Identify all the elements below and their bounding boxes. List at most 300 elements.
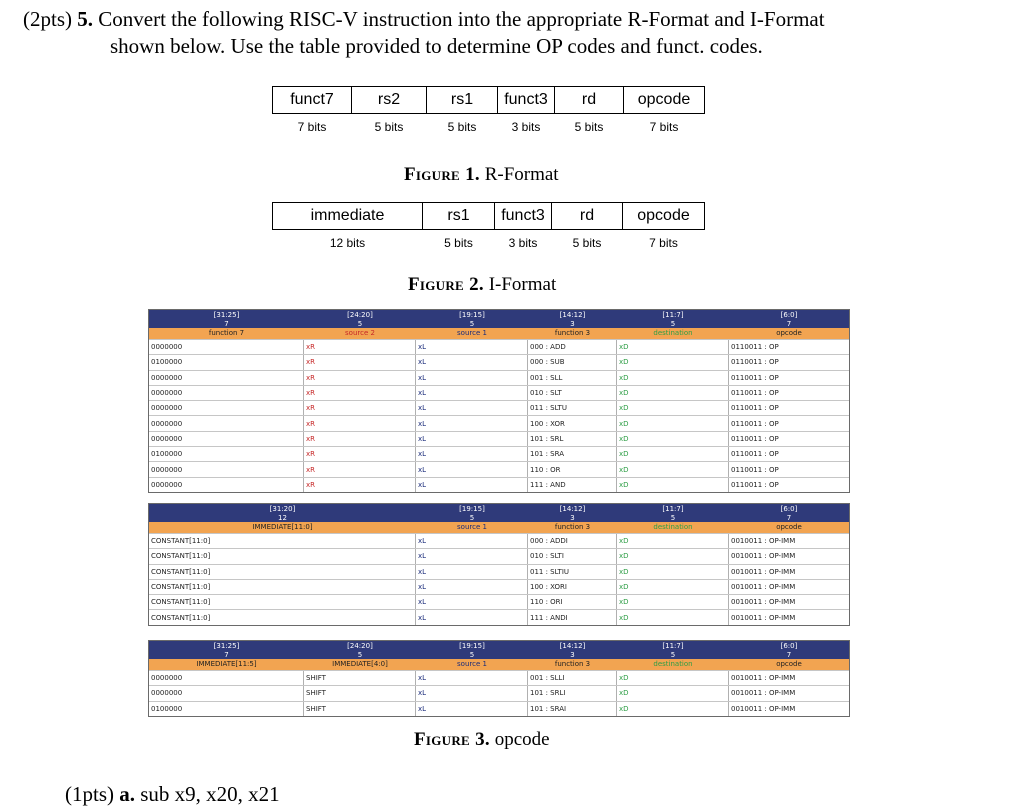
column-divider (527, 565, 528, 579)
column-divider (616, 340, 617, 354)
table-row (149, 685, 849, 700)
i-field-bits: 5 bits (444, 236, 473, 250)
r-field-bits: 7 bits (649, 120, 679, 134)
header-bit-count: 7 (224, 319, 229, 328)
header-bit-count: 7 (786, 319, 792, 328)
table-cell: SHIFT (306, 674, 326, 683)
figure-3-title: opcode (494, 729, 550, 750)
table-cell: xD (619, 598, 629, 607)
column-divider (728, 462, 729, 476)
header-range-bits (304, 642, 416, 659)
table-cell: xD (619, 480, 629, 489)
header-bit-range: [19:15] (459, 311, 485, 319)
field-label: source 2 (345, 329, 375, 337)
table-cell: 0110011 : OP (731, 419, 779, 428)
table-cell: 0000000 (151, 419, 183, 428)
field-label: source 1 (457, 329, 487, 337)
header-bit-count: 7 (786, 650, 792, 659)
r-type-opcode-table (148, 309, 850, 493)
table-cell: 0000000 (151, 343, 183, 352)
header-bit-count: 5 (469, 319, 475, 328)
table-cell: xL (418, 404, 427, 413)
column-divider (527, 580, 528, 594)
r-format-diagram (272, 86, 705, 134)
question-text-2: shown below. Use the table provided to determine OP codes and funct. codes. (110, 34, 763, 58)
field-label: function 3 (554, 523, 591, 531)
r-field-bits: 5 bits (374, 120, 404, 134)
column-divider (415, 340, 416, 354)
table-cell: 0110011 : OP (731, 480, 779, 489)
column-divider (527, 478, 528, 492)
table-cell: 0110011 : OP (731, 450, 779, 459)
i-field-opcode (623, 202, 705, 250)
table-row (149, 385, 849, 400)
r-field-bits: 3 bits (511, 120, 541, 134)
table-cell: 0100000 (151, 450, 183, 459)
figure-1-caption (404, 164, 559, 186)
table-row (149, 370, 849, 385)
table-cell: xD (619, 373, 629, 382)
header-range-bits (149, 642, 304, 659)
question-points: (2pts) (23, 7, 72, 31)
header-bit-range: [11:7] (662, 642, 684, 650)
column-divider (616, 686, 617, 700)
i-field-name: immediate (310, 207, 385, 224)
table-cell: CONSTANT[11:0] (151, 598, 211, 607)
column-divider (527, 462, 528, 476)
r-field-name: rs2 (377, 91, 401, 108)
table-row (149, 548, 849, 563)
column-divider (728, 432, 729, 446)
r-field-bits: 7 bits (297, 120, 327, 134)
header-bit-range: [11:7] (662, 311, 684, 319)
r-field-name: rd (581, 91, 597, 108)
table-cell: xL (418, 343, 427, 352)
r-field-rd (555, 86, 624, 134)
header-bit-count: 5 (670, 319, 676, 328)
column-divider (728, 416, 729, 430)
field-label: source 1 (457, 660, 487, 668)
column-divider (616, 355, 617, 369)
table-cell: xD (619, 419, 629, 428)
table-cell: xD (619, 358, 629, 367)
r-field-bits: 5 bits (447, 120, 477, 134)
column-divider (728, 478, 729, 492)
i-format-diagram (272, 202, 705, 250)
column-divider (527, 401, 528, 415)
table-cell: xR (306, 465, 316, 474)
table-cell: xL (418, 598, 427, 607)
table-cell: 0100000 (151, 358, 183, 367)
header-bit-count: 5 (469, 650, 475, 659)
column-divider (415, 595, 416, 609)
table-cell: xL (418, 689, 427, 698)
field-label: opcode (776, 523, 802, 531)
header-bit-range: [6:0] (780, 642, 798, 650)
figure-1-title: R-Format (484, 164, 559, 185)
column-divider (303, 462, 304, 476)
table-row (149, 579, 849, 594)
table-cell: xL (418, 358, 427, 367)
table-cell: 010 : SLTI (530, 552, 564, 561)
table-cell: xR (306, 419, 316, 428)
r-field-name: funct3 (504, 91, 548, 108)
column-divider (728, 340, 729, 354)
table-cell: xR (306, 450, 316, 459)
table-cell: 011 : SLTU (530, 404, 567, 413)
column-divider (415, 462, 416, 476)
table-cell: xD (619, 389, 629, 398)
header-bit-range: [19:15] (459, 505, 485, 513)
column-divider (616, 462, 617, 476)
table-cell: 0000000 (151, 373, 183, 382)
column-divider (415, 432, 416, 446)
table-cell: 100 : XOR (530, 419, 565, 428)
table-cell: 0110011 : OP (731, 389, 779, 398)
column-divider (303, 401, 304, 415)
i-field-bits: 12 bits (329, 236, 366, 250)
column-divider (415, 416, 416, 430)
table-cell: 0000000 (151, 674, 183, 683)
i-field-name: rs1 (447, 207, 470, 224)
table-cell: xL (418, 704, 427, 713)
column-divider (616, 478, 617, 492)
table-row (149, 564, 849, 579)
table-cell: xD (619, 450, 629, 459)
header-bit-count: 12 (278, 513, 287, 522)
i-field-funct3 (495, 202, 552, 250)
table-cell: xD (619, 583, 629, 592)
header-bit-range: [14:12] (559, 505, 586, 513)
table-row (149, 461, 849, 476)
header-range-bits (528, 311, 617, 328)
field-label: opcode (776, 660, 802, 668)
part-a-instruction: sub x9, x20, x21 (140, 782, 280, 806)
table-row (149, 339, 849, 354)
i-field-immediate (272, 202, 423, 250)
column-divider (303, 432, 304, 446)
header-bit-range: [31:25] (213, 311, 240, 319)
table-cell: 0010011 : OP-IMM (731, 552, 796, 561)
table-cell: 0100000 (151, 704, 183, 713)
table-cell: xL (418, 613, 427, 622)
table-row (149, 415, 849, 430)
table-cell: 000 : SUB (530, 358, 565, 367)
column-divider (415, 610, 416, 624)
column-divider (728, 565, 729, 579)
table-cell: CONSTANT[11:0] (151, 613, 211, 622)
i-field-name: rd (579, 207, 595, 224)
table-cell: 0110011 : OP (731, 404, 779, 413)
header-bit-count: 5 (670, 513, 676, 522)
column-divider (415, 478, 416, 492)
header-bit-count: 3 (570, 513, 575, 522)
header-bit-count: 5 (357, 650, 363, 659)
table-cell: xL (418, 674, 427, 683)
table-cell: 0010011 : OP-IMM (731, 689, 796, 698)
column-divider (415, 671, 416, 685)
column-divider (527, 549, 528, 563)
table-cell: 0110011 : OP (731, 343, 779, 352)
r-field-name: rs1 (450, 91, 474, 108)
table-header (149, 504, 849, 522)
table-cell: 111 : AND (530, 480, 566, 489)
table-row (149, 431, 849, 446)
table-cell: xL (418, 567, 427, 576)
header-range-bits (729, 642, 849, 659)
table-cell: 101 : SRLI (530, 689, 566, 698)
column-divider (303, 355, 304, 369)
i-field-bits: 5 bits (572, 236, 602, 250)
question-line1 (23, 6, 825, 33)
part-a-points: (1pts) (65, 782, 114, 806)
column-divider (303, 416, 304, 430)
table-row (149, 533, 849, 548)
table-cell: 0010011 : OP-IMM (731, 704, 796, 713)
table-cell: 0110011 : OP (731, 465, 779, 474)
r-field-rs2 (352, 86, 427, 134)
header-bit-range: [14:12] (559, 642, 586, 650)
column-divider (728, 371, 729, 385)
figure-1-label: Figure 1. (404, 164, 480, 185)
column-divider (415, 686, 416, 700)
table-cell: 0110011 : OP (731, 358, 779, 367)
header-range-bits (416, 642, 528, 659)
column-divider (303, 386, 304, 400)
column-divider (527, 432, 528, 446)
column-divider (527, 371, 528, 385)
column-divider (616, 702, 617, 716)
header-range-bits (617, 311, 729, 328)
i-field-rs1 (423, 202, 495, 250)
column-divider (616, 401, 617, 415)
table-cell: 101 : SRA (530, 450, 564, 459)
column-divider (616, 671, 617, 685)
header-bit-count: 5 (357, 319, 363, 328)
table-cell: xD (619, 465, 629, 474)
table-cell: xD (619, 704, 629, 713)
header-bit-range: [14:12] (559, 311, 586, 319)
column-divider (728, 686, 729, 700)
part-a-label: a. (119, 782, 135, 806)
table-cell: 101 : SRAI (530, 704, 567, 713)
table-cell: 0010011 : OP-IMM (731, 613, 796, 622)
column-divider (303, 371, 304, 385)
table-cell: 0010011 : OP-IMM (731, 598, 796, 607)
table-cell: 0000000 (151, 480, 183, 489)
i-type-opcode-table (148, 503, 850, 626)
question-text-1: Convert the following RISC-V instruction into the appropriate R-Format and I-Format (98, 7, 825, 31)
field-label: IMMEDIATE[11:5] (196, 660, 257, 668)
header-bit-count: 5 (469, 513, 475, 522)
column-divider (527, 702, 528, 716)
table-cell: xR (306, 389, 316, 398)
header-bit-count: 3 (570, 319, 575, 328)
table-cell: xL (418, 373, 427, 382)
header-bit-range: [24:20] (347, 311, 373, 319)
column-divider (728, 671, 729, 685)
table-cell: 0010011 : OP-IMM (731, 583, 796, 592)
part-a (65, 781, 280, 808)
column-divider (728, 386, 729, 400)
table-field-labels (149, 328, 849, 339)
column-divider (303, 340, 304, 354)
table-cell: xL (418, 450, 427, 459)
table-header (149, 310, 849, 328)
header-bit-count: 5 (670, 650, 676, 659)
i-field-bits: 7 bits (649, 236, 678, 250)
figure-3-caption (414, 729, 550, 751)
header-range-bits (416, 311, 528, 328)
table-cell: 0110011 : OP (731, 434, 779, 443)
r-field-name: opcode (637, 91, 691, 108)
header-range-bits (149, 505, 416, 522)
column-divider (616, 565, 617, 579)
table-header (149, 641, 849, 659)
column-divider (728, 447, 729, 461)
table-cell: xR (306, 373, 316, 382)
table-cell: 0000000 (151, 434, 183, 443)
header-range-bits (416, 505, 528, 522)
table-cell: xL (418, 480, 427, 489)
column-divider (415, 580, 416, 594)
table-row (149, 701, 849, 716)
table-row (149, 594, 849, 609)
table-cell: CONSTANT[11:0] (151, 567, 211, 576)
i-field-name: funct3 (501, 207, 545, 224)
column-divider (527, 610, 528, 624)
table-cell: 110 : ORI (530, 598, 563, 607)
header-bit-range: [31:25] (213, 642, 240, 650)
table-cell: 0010011 : OP-IMM (731, 567, 796, 576)
header-range-bits (304, 311, 416, 328)
column-divider (527, 671, 528, 685)
r-field-rs1 (427, 86, 498, 134)
column-divider (415, 534, 416, 548)
table-cell: xL (418, 434, 427, 443)
table-row (149, 609, 849, 624)
table-cell: 0010011 : OP-IMM (731, 674, 796, 683)
table-cell: 101 : SRL (530, 434, 564, 443)
column-divider (616, 371, 617, 385)
column-divider (415, 549, 416, 563)
field-label: destination (653, 523, 693, 531)
column-divider (415, 355, 416, 369)
table-row (149, 354, 849, 369)
r-field-opcode (624, 86, 705, 134)
table-cell: xL (418, 552, 427, 561)
header-range-bits (528, 642, 617, 659)
column-divider (527, 340, 528, 354)
table-cell: 0000000 (151, 389, 183, 398)
column-divider (527, 355, 528, 369)
table-cell: 011 : SLTIU (530, 567, 570, 576)
figure-2-caption (408, 274, 556, 296)
field-label: opcode (776, 329, 802, 337)
column-divider (415, 565, 416, 579)
column-divider (303, 686, 304, 700)
header-range-bits (149, 311, 304, 328)
i-field-bits: 3 bits (508, 236, 538, 250)
column-divider (527, 595, 528, 609)
table-cell: xD (619, 567, 629, 576)
column-divider (616, 549, 617, 563)
column-divider (527, 386, 528, 400)
table-cell: 000 : ADDI (530, 537, 568, 546)
column-divider (527, 534, 528, 548)
table-cell: SHIFT (306, 689, 326, 698)
column-divider (527, 416, 528, 430)
column-divider (616, 386, 617, 400)
table-cell: 110 : OR (530, 465, 561, 474)
header-bit-range: [19:15] (459, 642, 485, 650)
table-cell: xL (418, 465, 427, 474)
table-cell: xL (418, 419, 427, 428)
column-divider (728, 702, 729, 716)
table-cell: 0110011 : OP (731, 373, 779, 382)
table-cell: xD (619, 613, 629, 622)
column-divider (728, 549, 729, 563)
table-cell: xR (306, 358, 316, 367)
column-divider (616, 416, 617, 430)
r-field-name: funct7 (290, 91, 334, 108)
column-divider (728, 534, 729, 548)
column-divider (728, 401, 729, 415)
header-bit-count: 3 (570, 650, 575, 659)
table-cell: xD (619, 404, 629, 413)
header-range-bits (528, 505, 617, 522)
column-divider (616, 534, 617, 548)
table-cell: xR (306, 480, 316, 489)
table-cell: xD (619, 552, 629, 561)
table-field-labels (149, 522, 849, 533)
field-label: source 1 (457, 523, 487, 531)
table-cell: SHIFT (306, 704, 326, 713)
table-cell: xL (418, 389, 427, 398)
column-divider (303, 702, 304, 716)
field-label: function 3 (554, 660, 591, 668)
figure-3-label: Figure 3. (414, 729, 490, 750)
header-bit-count: 7 (786, 513, 792, 522)
header-bit-range: [6:0] (780, 311, 798, 319)
column-divider (616, 447, 617, 461)
header-range-bits (617, 642, 729, 659)
header-range-bits (729, 505, 849, 522)
table-cell: xR (306, 404, 316, 413)
r-field-funct3 (498, 86, 555, 134)
column-divider (527, 447, 528, 461)
figure-2-label: Figure 2. (408, 274, 484, 295)
table-cell: 001 : SLLI (530, 674, 565, 683)
table-row (149, 477, 849, 492)
column-divider (527, 686, 528, 700)
table-cell: 010 : SLT (530, 389, 562, 398)
i-field-rd (552, 202, 623, 250)
r-field-bits: 5 bits (574, 120, 604, 134)
column-divider (303, 671, 304, 685)
table-row (149, 400, 849, 415)
field-label: function 7 (208, 329, 245, 337)
header-range-bits (729, 311, 849, 328)
header-bit-range: [31:20] (269, 505, 296, 513)
table-cell: 000 : ADD (530, 343, 566, 352)
field-label: function 3 (554, 329, 591, 337)
field-label: destination (653, 660, 693, 668)
table-cell: 001 : SLL (530, 373, 563, 382)
table-cell: xR (306, 434, 316, 443)
table-cell: xD (619, 537, 629, 546)
table-cell: CONSTANT[11:0] (151, 552, 211, 561)
